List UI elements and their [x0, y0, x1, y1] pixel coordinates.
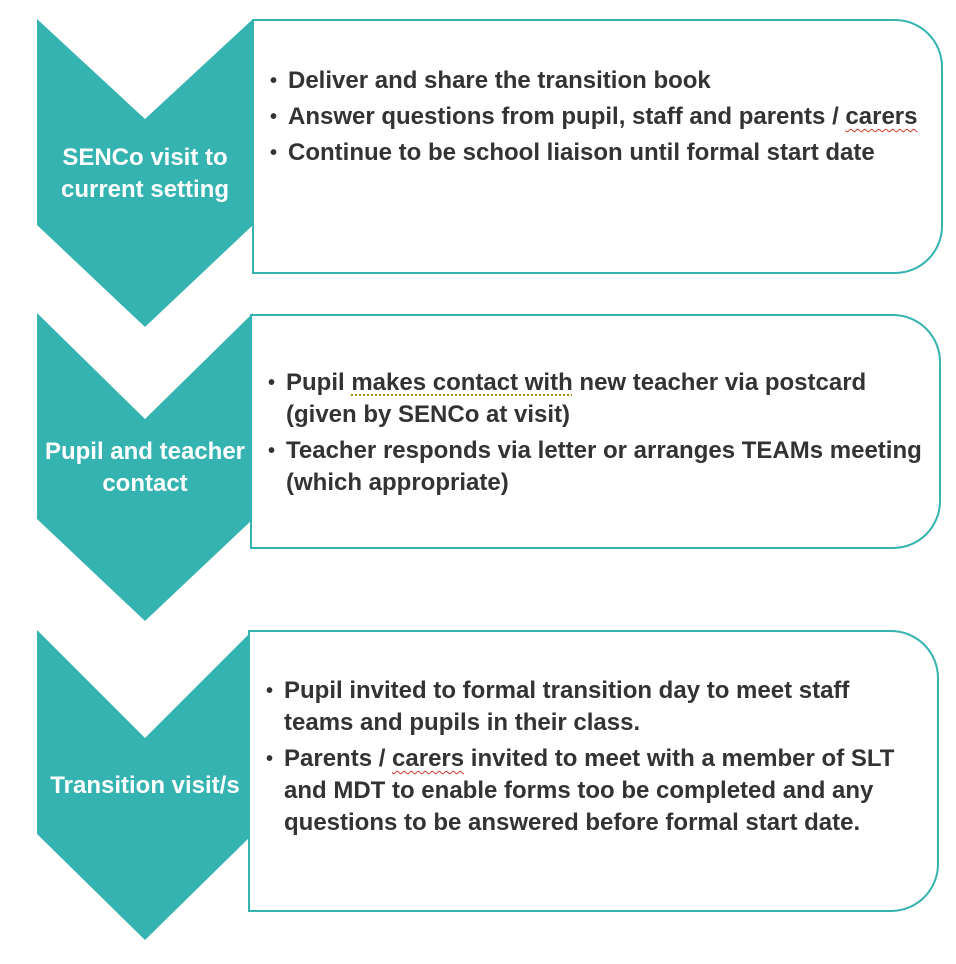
step-1-label: SENCo visit to current setting [60, 144, 230, 203]
step-1-bullet-1: • Deliver and share the transition book [268, 65, 921, 97]
step-3-label: Transition visit/s [50, 772, 240, 799]
step-3-box [248, 630, 939, 912]
step-2-bullet-list [266, 367, 931, 499]
step-2-bullet-1: • Pupil makes contact with new teacher via postcard (given by SENCo at visit) [266, 367, 931, 431]
step-1-bullet-3: • Continue to be school liaison until formal start date [268, 137, 921, 169]
step-3-bullet-2: • Parents / carers invited to meet with a member of SLT and MDT to enable forms too be completed and any questions to be answered before formal start date. [264, 743, 923, 839]
step-2-label: Pupil and teacher contact [44, 438, 246, 497]
step-3-bullet-list [264, 675, 923, 839]
step-1-box [252, 19, 943, 274]
step-2-bullet-2: • Teacher responds via letter or arranges TEAMs meeting (which appropriate) [266, 435, 931, 499]
step-3-bullet-1: • Pupil invited to formal transition day to meet staff teams and pupils in their class. [264, 675, 923, 739]
step-1-bullet-list [268, 65, 921, 169]
step-2-box [250, 314, 941, 549]
step-1-bullet-2: • Answer questions from pupil, staff and parents / carers [268, 101, 921, 133]
